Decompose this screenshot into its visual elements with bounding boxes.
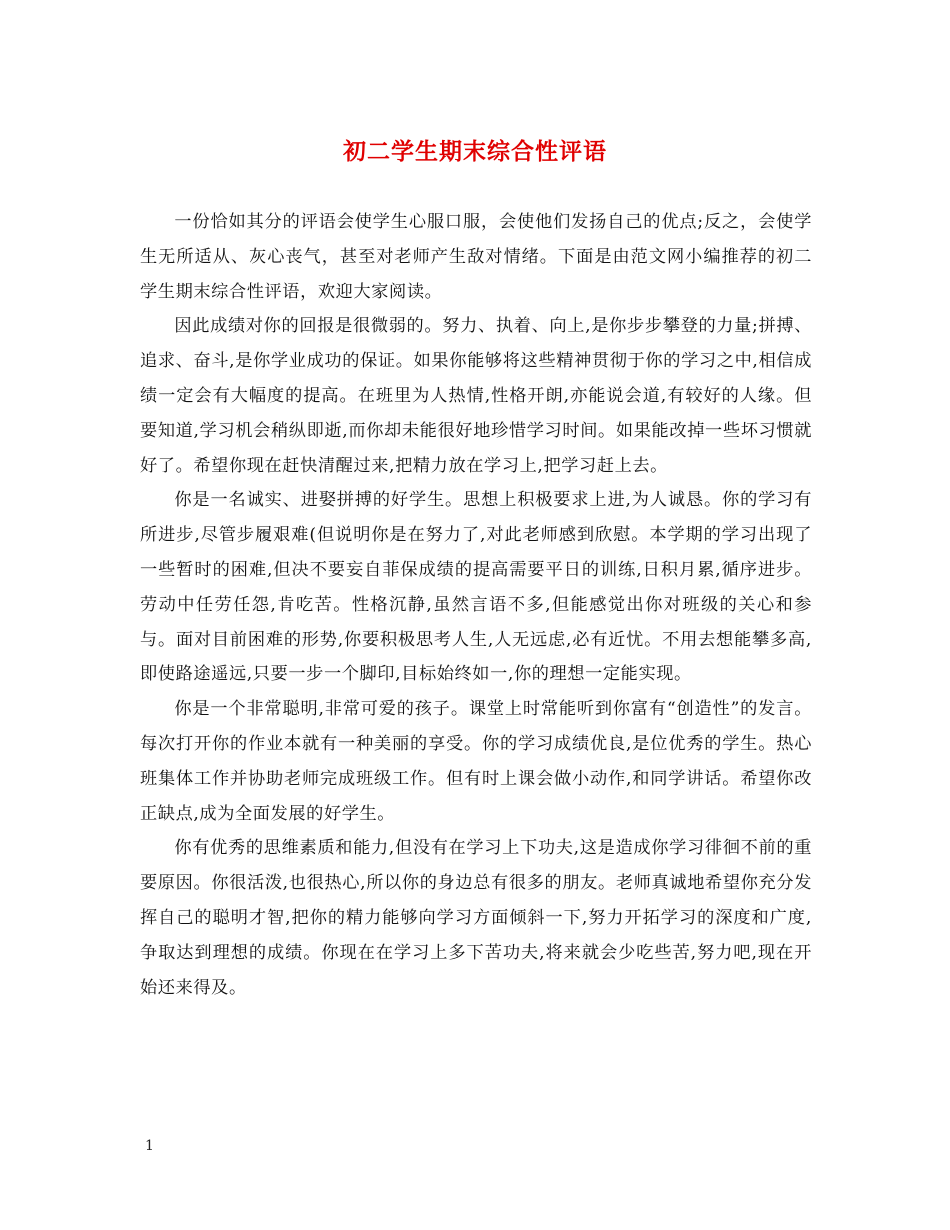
comment-paragraph-4: 你有优秀的思维素质和能力,但没有在学习上下功夫,这是造成你学习徘徊不前的重要原因。你很活泼,也很热心,所以你的身边总有很多的朋友。老师真诚地希望你充分发挥自己的聪明才智,把你的精力能够向学习方面倾斜一下,努力开拓学习的深度和广度,争取达到理想的成绩。你现在在学习上多下苦功夫,将来就会少吃些苦,努力吧,现在开始还来得及。	[140, 838, 812, 998]
page-number: 1	[145, 1138, 154, 1154]
document-title: 初二学生期末综合性评语	[343, 139, 607, 165]
comment-paragraph-1: 因此成绩对你的回报是很微弱的。努力、执着、向上,是你步步攀登的力量;拼搏、追求、奋斗,是你学业成功的保证。如果你能够将这些精神贯彻于你的学习之中,相信成绩一定会有大幅度的提高。在班里为人热情,性格开朗,亦能说会道,有较好的人缘。但要知道,学习机会稍纵即逝,而你却未能很好地珍惜学习时间。如果能改掉一些坏习惯就好了。希望你现在赶快清醒过来,把精力放在学习上,把学习赶上去。	[140, 316, 812, 476]
intro-paragraph: 一份恰如其分的评语会使学生心服口服，会使他们发扬自己的优点;反之，会使学生无所适从、灰心丧气，甚至对老师产生敌对情绪。下面是由范文网小编推荐的初二学生期末综合性评语，欢迎大家阅读。	[140, 212, 812, 302]
comment-paragraph-2: 你是一名诚实、进娶拼搏的好学生。思想上积极要求上进,为人诚恳。你的学习有所进步,尽管步履艰难(但说明你是在努力了,对此老师感到欣慰。本学期的学习出现了一些暂时的困难,但决不要妄自菲保成绩的提高需要平日的训练,日积月累,循序进步。劳动中任劳任怨,肯吃苦。性格沉静,虽然言语不多,但能感觉出你对班级的关心和参与。面对目前困难的形势,你要积极思考人生,人无远虑,必有近忧。不用去想能攀多高,即使路途遥远,只要一步一个脚印,目标始终如一,你的理想一定能实现。	[140, 490, 812, 685]
document-body	[140, 205, 812, 1005]
comment-paragraph-3: 你是一个非常聪明,非常可爱的孩子。课堂上时常能听到你富有“创造性”的发言。每次打开你的作业本就有一种美丽的享受。你的学习成绩优良,是位优秀的学生。热心班集体工作并协助老师完成班级工作。但有时上课会做小动作,和同学讲话。希望你改正缺点,成为全面发展的好学生。	[140, 699, 812, 824]
